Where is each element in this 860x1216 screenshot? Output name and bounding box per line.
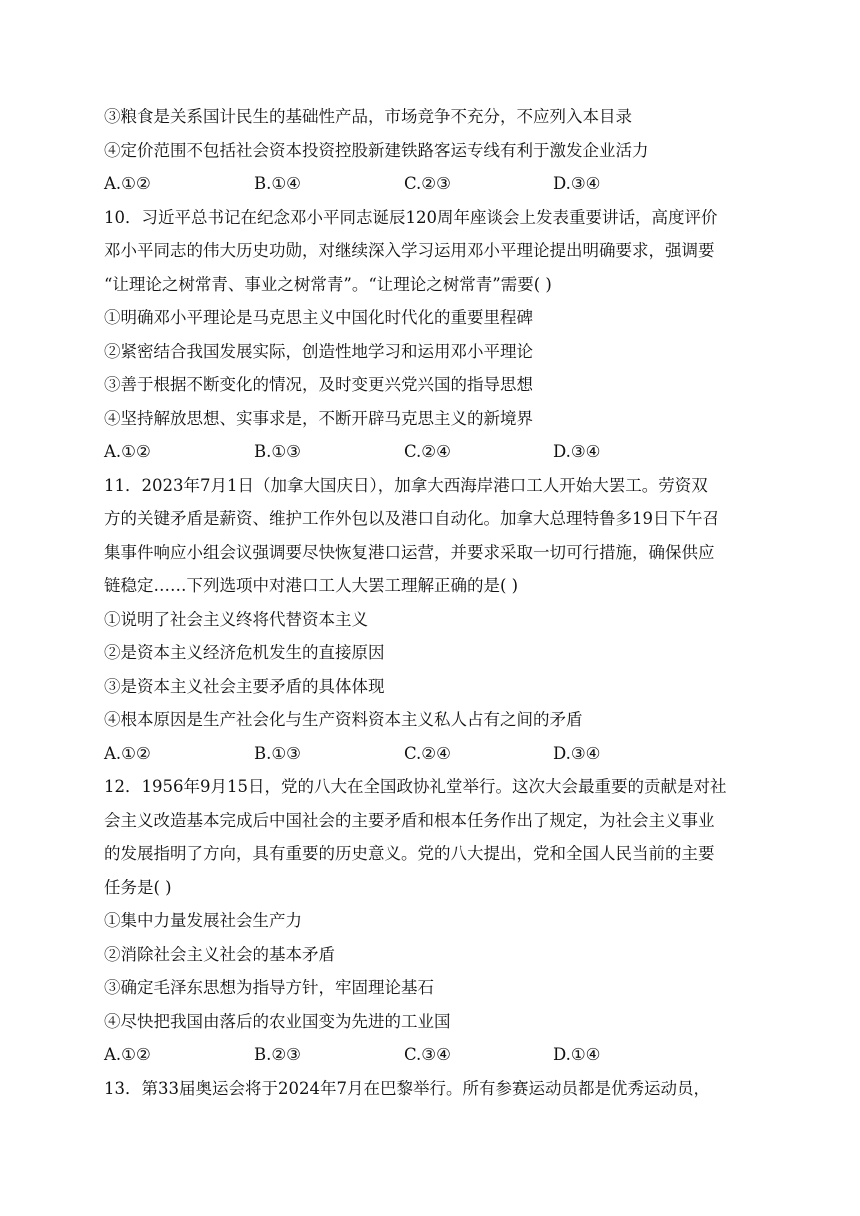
- exam-page: [104, 100, 760, 1105]
- choice-b: B.①④: [254, 174, 301, 193]
- choice-d: D.①④: [553, 1045, 601, 1064]
- option-line: ①说明了社会主义终将代替资本主义: [104, 609, 368, 629]
- option-line: ④坚持解放思想、实事求是，不断开辟马克思主义的新境界: [104, 408, 533, 428]
- choice-a: A.①②: [104, 174, 151, 193]
- question-11: [104, 469, 760, 771]
- option-line: ④根本原因是生产社会化与生产资料资本主义私人占有之间的矛盾: [104, 710, 583, 729]
- choice-d: D.③④: [553, 442, 601, 461]
- question-stem-line: 集事件响应小组会议强调要尽快恢复港口运营，并要求采取一切可行措施，确保供应: [104, 542, 715, 562]
- answer-choices: [104, 435, 760, 469]
- question-stem-line: 的发展指明了方向，具有重要的历史意义。党的八大提出，党和全国人民当前的主要: [104, 844, 715, 863]
- choice-d: D.③④: [553, 743, 601, 763]
- question-stem-line: 11．2023年7月1日（加拿大国庆日），加拿大西海岸港口工人开始大罢工。劳资双: [104, 475, 708, 495]
- question-9-tail: [104, 100, 760, 201]
- option-line: ②消除社会主义社会的基本矛盾: [104, 944, 335, 964]
- choice-c: C.②④: [404, 442, 451, 461]
- answer-choices: [104, 167, 760, 201]
- choice-b: B.①③: [254, 743, 301, 763]
- choice-c: C.②③: [404, 174, 451, 193]
- option-line: ③粮食是关系国计民生的基础性产品，市场竞争不充分，不应列入本目录: [104, 107, 632, 126]
- question-12: [104, 770, 760, 1072]
- question-stem-line: 链稳定……下列选项中对港口工人大罢工理解正确的是( ): [104, 576, 519, 595]
- option-line: ④定价范围不包括社会资本投资控股新建铁路客运专线有利于激发企业活力: [104, 140, 649, 160]
- question-stem-line: 12．1956年9月15日，党的八大在全国政协礼堂举行。这次大会最重要的贡献是对社: [104, 777, 727, 796]
- question-10: [104, 201, 760, 469]
- choice-b: B.②③: [254, 1045, 301, 1064]
- choice-c: C.②④: [404, 743, 451, 763]
- question-stem-line: 13．第33届奥运会将于2024年7月在巴黎举行。所有参赛运动员都是优秀运动员，: [104, 1078, 710, 1098]
- choice-d: D.③④: [553, 174, 601, 193]
- option-line: ②紧密结合我国发展实际，创造性地学习和运用邓小平理论: [104, 341, 533, 361]
- option-line: ①集中力量发展社会生产力: [104, 911, 302, 930]
- choice-a: A.①②: [104, 442, 151, 461]
- question-stem-line: “让理论之树常青、事业之树常青”。“让理论之树常青”需要( ): [104, 274, 552, 294]
- choice-a: A.①②: [104, 743, 151, 763]
- option-line: ①明确邓小平理论是马克思主义中国化时代化的重要里程碑: [104, 308, 533, 327]
- option-line: ②是资本主义经济危机发生的直接原因: [104, 643, 385, 662]
- question-stem-line: 邓小平同志的伟大历史功勋，对继续深入学习运用邓小平理论提出明确要求，强调要: [104, 241, 715, 260]
- question-stem-line: 任务是( ): [104, 877, 172, 897]
- question-stem-line: 10．习近平总书记在纪念邓小平同志诞辰120周年座谈会上发表重要讲话，高度评价: [104, 207, 718, 227]
- choice-c: C.③④: [404, 1045, 451, 1064]
- option-line: ③确定毛泽东思想为指导方针，牢固理论基石: [104, 978, 434, 997]
- question-13: [104, 1072, 760, 1106]
- option-line: ③是资本主义社会主要矛盾的具体体现: [104, 676, 385, 696]
- choice-a: A.①②: [104, 1045, 151, 1064]
- answer-choices: [104, 1038, 760, 1072]
- choice-b: B.①③: [254, 442, 301, 461]
- option-line: ③善于根据不断变化的情况，及时变更兴党兴国的指导思想: [104, 375, 533, 394]
- option-line: ④尽快把我国由落后的农业国变为先进的工业国: [104, 1011, 451, 1031]
- question-stem-line: 方的关键矛盾是薪资、维护工作外包以及港口自动化。加拿大总理特鲁多19日下午召: [104, 509, 719, 528]
- answer-choices: [104, 737, 760, 771]
- question-stem-line: 会主义改造基本完成后中国社会的主要矛盾和根本任务作出了规定，为社会主义事业: [104, 810, 715, 830]
